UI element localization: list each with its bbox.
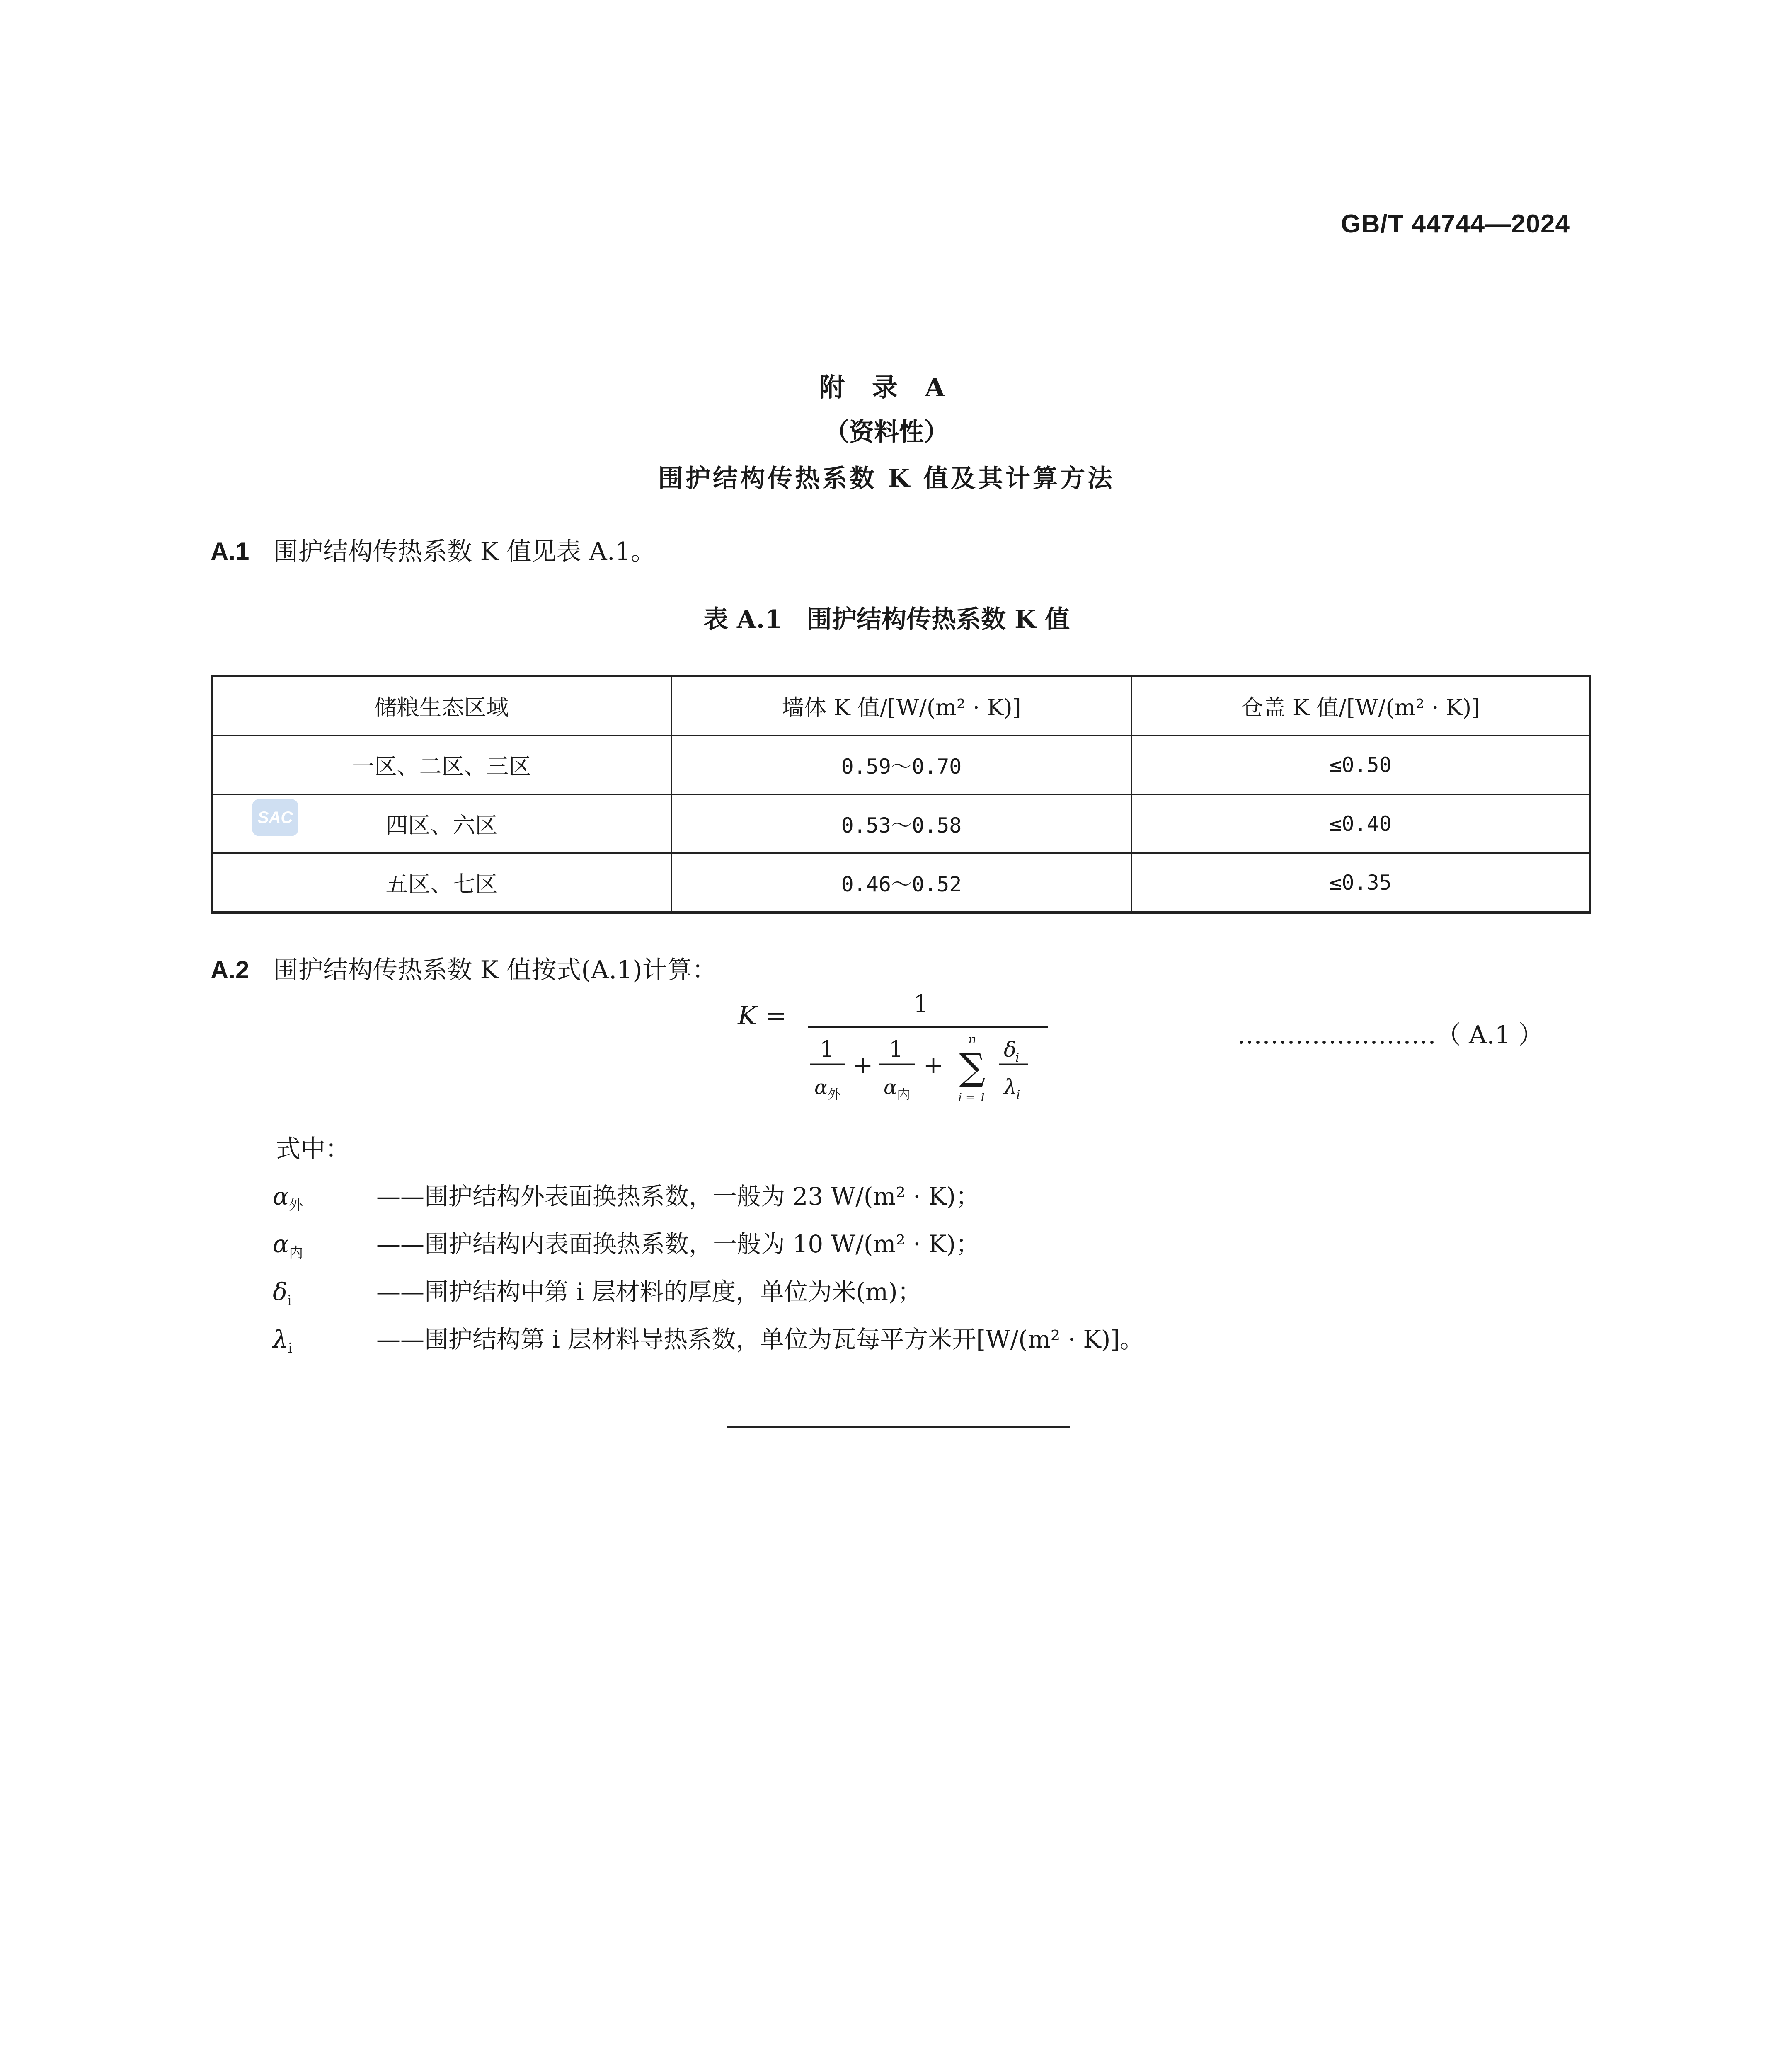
formula-a1 — [725, 990, 1098, 1123]
annex-type: （资料性） — [824, 418, 949, 447]
standard-number: GB/T 44744—2024 — [1341, 210, 1570, 238]
formula-numerator: 1 — [913, 990, 929, 1018]
table-header-cell: 墙体 K 值/[W/(m² · K)] — [671, 676, 1132, 736]
table-header-row — [212, 676, 1590, 736]
table-cell-roof-k: ≤0.35 — [1132, 853, 1590, 913]
clause-number: A.1 — [211, 537, 249, 565]
table-row — [212, 853, 1590, 913]
where-item: $\delta_i$ ——围护结构中第 i 层材料的厚度，单位为米(m)； — [273, 1272, 922, 1309]
table-header-cell: 储粮生态区域 — [212, 676, 671, 736]
table-header-cell: 仓盖 K 值/[W/(m² · K)] — [1132, 676, 1590, 736]
clause-text: 围护结构传热系数 K 值见表 A.1。 — [273, 537, 656, 566]
clause-number: A.2 — [211, 956, 249, 984]
end-rule — [727, 1426, 1070, 1428]
formula-alpha-inner-sub: 内 — [897, 1087, 911, 1102]
formula-alpha-outer: α — [814, 1076, 828, 1099]
equation-reference: ……………………（ A.1 ） — [1237, 1021, 1543, 1050]
clause-a2 — [211, 950, 717, 986]
formula-alpha-outer-sub: 外 — [828, 1087, 841, 1102]
clause-a1 — [211, 532, 656, 567]
table-cell-roof-k: ≤0.50 — [1132, 736, 1590, 794]
table-row — [212, 794, 1590, 853]
table-cell-region: 一区、二区、三区 — [212, 736, 671, 794]
table-caption: 表 A.1 围护结构传热系数 K 值 — [703, 605, 1070, 634]
formula-lambda-index: i — [1016, 1088, 1020, 1102]
where-description: ——围护结构中第 i 层材料的厚度，单位为米(m)； — [376, 1278, 922, 1306]
where-item: $\lambda_i$ ——围护结构第 i 层材料导热系数，单位为瓦每平方米开[W/(m² · K)]。 — [273, 1320, 1144, 1357]
where-description: ——围护结构外表面换热系数，一般为 23 W/(m² · K)； — [376, 1182, 980, 1210]
formula-term-one: 1 — [889, 1036, 903, 1062]
formula-plus: + — [923, 1051, 944, 1079]
table-cell-region: 五区、七区 — [212, 853, 671, 913]
table-cell-wall-k: 0.53～0.58 — [671, 794, 1132, 853]
where-description: ——围护结构内表面换热系数，一般为 10 W/(m² · K)； — [376, 1230, 980, 1258]
formula-sum-lower: i = 1 — [958, 1091, 987, 1104]
k-value-table — [211, 675, 1591, 914]
where-item: $\alpha_外$ ——围护结构外表面换热系数，一般为 23 W/(m² · K)； — [273, 1177, 980, 1214]
formula-sum-symbol: ∑ — [959, 1046, 986, 1088]
table-cell-region: 四区、六区 — [212, 794, 671, 853]
table-cell-roof-k: ≤0.40 — [1132, 794, 1590, 853]
where-label: 式中： — [276, 1135, 350, 1164]
clause-text: 围护结构传热系数 K 值按式(A.1)计算： — [273, 956, 717, 985]
annex-title: 附 录 A — [819, 372, 954, 402]
formula-alpha-inner: α — [884, 1076, 897, 1099]
formula-plus: + — [853, 1051, 873, 1079]
table-cell-wall-k: 0.59～0.70 — [671, 736, 1132, 794]
where-description: ——围护结构第 i 层材料导热系数，单位为瓦每平方米开[W/(m² · K)]。 — [376, 1325, 1144, 1353]
formula-sum-upper: n — [968, 1032, 976, 1047]
formula-delta: δ — [1004, 1038, 1017, 1062]
table-row — [212, 736, 1590, 794]
formula-delta-index: i — [1015, 1051, 1020, 1065]
annex-name: 围护结构传热系数 K 值及其计算方法 — [658, 464, 1115, 493]
table-cell-wall-k: 0.46～0.52 — [671, 853, 1132, 913]
formula-lambda: λ — [1004, 1075, 1017, 1099]
formula-term-one: 1 — [819, 1036, 834, 1062]
sac-watermark-logo: SAC — [252, 799, 298, 836]
where-item: $\alpha_内$ ——围护结构内表面换热系数，一般为 10 W/(m² · K)； — [273, 1225, 980, 1262]
formula-lhs: K = — [738, 1000, 787, 1031]
